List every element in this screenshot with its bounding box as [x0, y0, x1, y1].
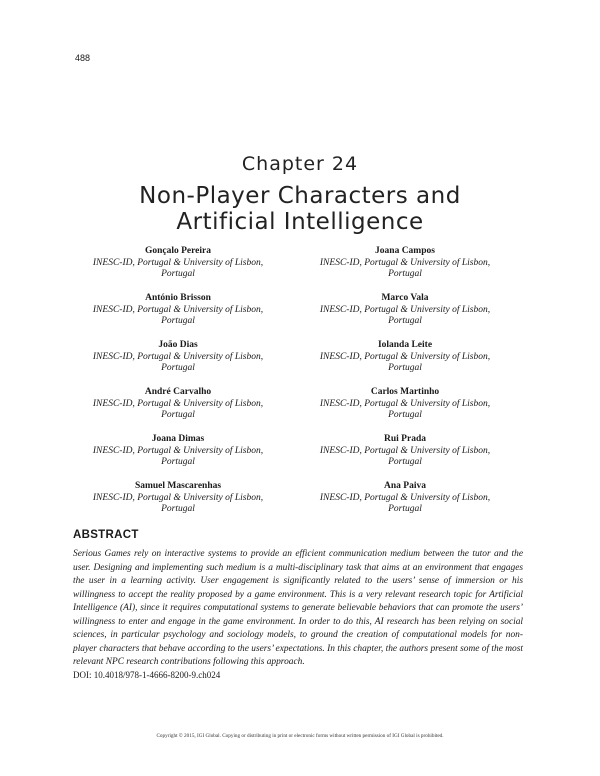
author-block: [73, 293, 283, 328]
author-name: Joana Dimas: [151, 434, 205, 444]
author-block: [300, 434, 510, 469]
chapter-title-line-1: Non-Player Characters and: [139, 183, 461, 209]
author-affiliation: INESC-ID, Portugal & University of Lisbon,: [92, 445, 264, 456]
author-affiliation-country: Portugal: [388, 316, 422, 326]
author-block: [73, 481, 283, 516]
author-name: Gonçalo Pereira: [144, 246, 212, 256]
doi-line: DOI: 10.4018/978-1-4666-8200-9.ch024: [73, 670, 221, 680]
author-block: [300, 481, 510, 516]
author-affiliation-country: Portugal: [388, 504, 422, 514]
author-block: [300, 246, 510, 281]
abstract-heading: ABSTRACT: [73, 529, 139, 541]
author-affiliation-country: Portugal: [161, 269, 195, 279]
author-name: Joana Campos: [375, 246, 435, 256]
author-name: João Dias: [158, 340, 198, 350]
author-affiliation: INESC-ID, Portugal & University of Lisbon,: [92, 492, 264, 503]
author-name: Samuel Mascarenhas: [134, 481, 222, 491]
author-affiliation: INESC-ID, Portugal & University of Lisbon,: [92, 257, 264, 268]
author-name: António Brisson: [145, 293, 211, 303]
author-name: Ana Paiva: [384, 481, 426, 491]
author-affiliation: INESC-ID, Portugal & University of Lisbon,: [92, 351, 264, 362]
author-name: Marco Vala: [381, 293, 429, 303]
author-affiliation-country: Portugal: [388, 410, 422, 420]
author-block: [73, 246, 283, 281]
author-affiliation: INESC-ID, Portugal & University of Lisbon,: [319, 492, 491, 503]
author-affiliation: INESC-ID, Portugal & University of Lisbon,: [319, 398, 491, 409]
author-name: Carlos Martinho: [370, 387, 440, 397]
author-block: [300, 387, 510, 422]
author-block: [73, 340, 283, 375]
author-affiliation-country: Portugal: [161, 410, 195, 420]
author-affiliation: INESC-ID, Portugal & University of Lisbon,: [319, 257, 491, 268]
author-name: Rui Prada: [384, 434, 426, 444]
author-affiliation: INESC-ID, Portugal & University of Lisbon,: [319, 445, 491, 456]
author-affiliation-country: Portugal: [388, 363, 422, 373]
author-affiliation: INESC-ID, Portugal & University of Lisbon,: [319, 304, 491, 315]
author-affiliation-country: Portugal: [388, 457, 422, 467]
abstract-body: Serious Games rely on interactive systems to provide an efficient communication medium between the tutor and the user. Designing and implementing such medium is a multi-disciplinary task that aims at an environment that engages the user in a learning activity. User engagement is significantly related to the users’ sense of immersion or his willingness to accept the reality proposed by a game environment. This is a very relevant research topic for Artificial Intelligence (AI), since it requires computational systems to generate believable behaviors that can promote the users’ willingness to enter and engage in the game environment. In order to do this, AI research has been relying on social sciences, in particular psychology and sociology models, to ground the creation of computational models for non-player characters that behave according to the users’ expectations. In this chapter, the authors present some of the most relevant NPC research contributions following this approach.: [73, 549, 523, 667]
author-block: [73, 434, 283, 469]
author-name: Iolanda Leite: [377, 340, 433, 350]
author-block: [73, 387, 283, 422]
author-affiliation-country: Portugal: [161, 363, 195, 373]
chapter-title-line-2: Artificial Intelligence: [176, 209, 424, 235]
author-block: [300, 340, 510, 375]
author-affiliation: INESC-ID, Portugal & University of Lisbon,: [319, 351, 491, 362]
author-affiliation: INESC-ID, Portugal & University of Lisbon,: [92, 304, 264, 315]
author-name: André Carvalho: [144, 387, 212, 397]
author-affiliation-country: Portugal: [161, 316, 195, 326]
author-affiliation: INESC-ID, Portugal & University of Lisbon,: [92, 398, 264, 409]
copyright-footer: Copyright © 2015, IGI Global. Copying or distributing in print or electronic forms without written permission of IGI Global is prohibited.: [156, 733, 444, 739]
author-affiliation-country: Portugal: [388, 269, 422, 279]
page-number: 488: [75, 53, 91, 63]
author-block: [300, 293, 510, 328]
author-affiliation-country: Portugal: [161, 457, 195, 467]
author-affiliation-country: Portugal: [161, 504, 195, 514]
chapter-label: Chapter 24: [241, 153, 359, 175]
chapter-title: [60, 183, 540, 235]
